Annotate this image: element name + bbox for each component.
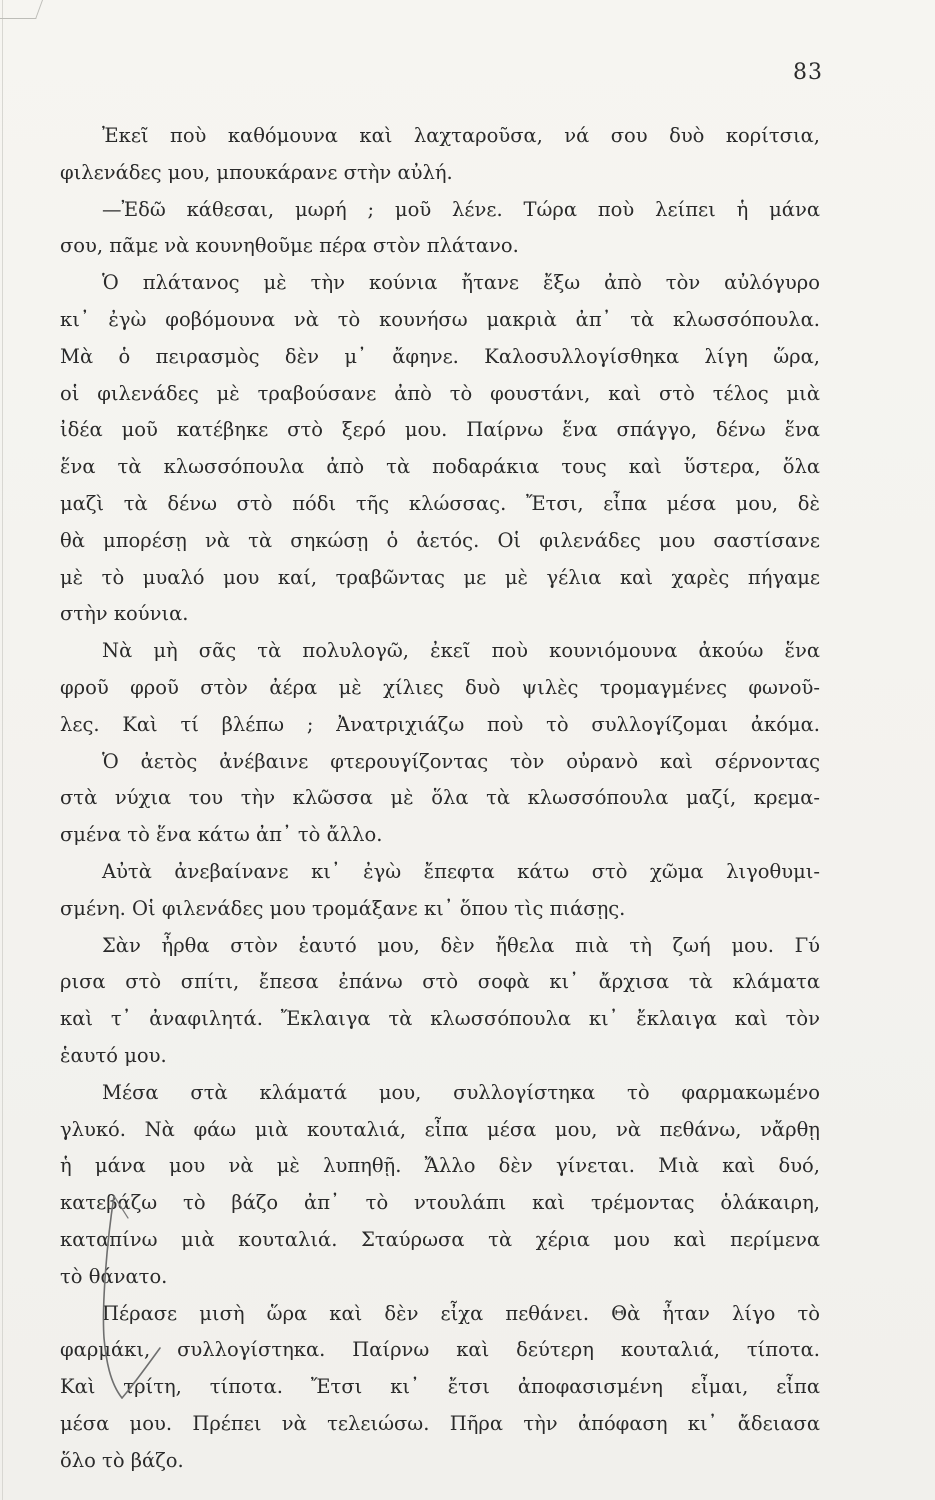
text-line: ἑαυτό μου.: [60, 1043, 167, 1067]
text-line: μέσα μου. Πρέπει νὰ τελειώσω. Πῆρα τὴν ἀπόφαση κι᾿ ἄδειασα: [60, 1411, 820, 1435]
text-line: Αὐτὰ ἀνεβαίνανε κι᾿ ἐγὼ ἔπεφτα κάτω στὸ χῶμα λιγοθυμι-: [102, 859, 820, 883]
text-line: Νὰ μὴ σᾶς τὰ πολυλογῶ, ἐκεῖ ποὺ κουνιόμουνα ἀκούω ἕνα: [102, 639, 820, 663]
text-line: σου, πᾶμε νὰ κουνηθοῦμε πέρα στὸν πλάτανο.: [60, 234, 519, 258]
corner-fold-mark: [0, 0, 43, 19]
text-line: φαρμάκι, συλλογίστηκα. Παίρνω καὶ δεύτερη κουταλιά, τίποτα.: [60, 1338, 820, 1362]
text-line: κι᾿ ἐγὼ φοβόμουνα νὰ τὸ κουνήσω μακριὰ ἀπ᾿ τὰ κλωσσόπουλα.: [60, 307, 820, 331]
text-line: Καὶ τρίτη, τίποτα. Ἔτσι κι᾿ ἔτσι ἀποφασισμένη εἶμαι, εἶπα: [60, 1375, 820, 1399]
page-number: 83: [793, 60, 823, 85]
text-line: ρισα στὸ σπίτι, ἔπεσα ἐπάνω στὸ σοφὰ κι᾿ ἄρχισα τὰ κλάματα: [60, 970, 820, 994]
text-line: —Ἐδῶ κάθεσαι, μωρή ; μοῦ λένε. Τώρα ποὺ λείπει ἡ μάνα: [102, 197, 820, 221]
text-line: σμένη. Οἱ φιλενάδες μου τρομάξανε κι᾿ ὅπου τὶς πιάσῃς.: [60, 896, 626, 920]
text-line: κατεβάζω τὸ βάζο ἀπ᾿ τὸ ντουλάπι καὶ τρέμοντας ὁλάκαιρη,: [60, 1191, 820, 1215]
text-line: στὰ νύχια του τὴν κλῶσσα μὲ ὅλα τὰ κλωσσόπουλα μαζί, κρεμα-: [60, 786, 820, 810]
text-line: ὅλο τὸ βάζο.: [60, 1448, 184, 1472]
text-line: Ὁ πλάτανος μὲ τὴν κούνια ἤτανε ἔξω ἀπὸ τὸν αὐλόγυρο: [102, 271, 820, 295]
text-line: Ἐκεῖ ποὺ καθόμουνα καὶ λαχταροῦσα, νά σου δυὸ κορίτσια,: [102, 124, 820, 147]
text-line: σμένα τὸ ἕνα κάτω ἀπ᾿ τὸ ἄλλο.: [60, 823, 383, 847]
text-line: φροῦ φροῦ στὸν ἀέρα μὲ χίλιες δυὸ ψιλὲς τρομαγμένες φωνοῦ-: [60, 675, 820, 699]
text-line: ἕνα τὰ κλωσσόπουλα ἀπὸ τὰ ποδαράκια τους καὶ ὕστερα, ὅλα: [60, 455, 820, 479]
text-line: Μέσα στὰ κλάματά μου, συλλογίστηκα τὸ φαρμακωμένο: [102, 1080, 820, 1104]
text-line: καὶ τ᾿ ἀναφιλητά. Ἔκλαιγα τὰ κλωσσόπουλα κι᾿ ἔκλαιγα καὶ τὸν: [60, 1007, 820, 1031]
text-line: Πέρασε μισὴ ὥρα καὶ δὲν εἶχα πεθάνει. Θὰ ἦταν λίγο τὸ: [102, 1301, 820, 1325]
text-line: ἡ μάνα μου νὰ μὲ λυπηθῇ. Ἄλλο δὲν γίνεται. Μιὰ καὶ δυό,: [60, 1154, 820, 1178]
text-line: στὴν κούνια.: [60, 602, 189, 626]
text-line: γλυκό. Νὰ φάω μιὰ κουταλιά, εἶπα μέσα μου, νὰ πεθάνω, νἄρθῃ: [60, 1117, 820, 1141]
text-line: λες. Καὶ τί βλέπω ; Ἀνατριχιάζω ποὺ τὸ συλλογίζομαι ἀκόμα.: [60, 712, 820, 736]
pencil-check-mark-icon: [92, 1188, 182, 1418]
text-line: Σὰν ἦρθα στὸν ἑαυτό μου, δὲν ἤθελα πιὰ τὴ ζωή μου. Γύ: [102, 933, 820, 957]
text-line: μὲ τὸ μυαλό μου καί, τραβῶντας με μὲ γέλια καὶ χαρὲς πήγαμε: [60, 565, 820, 589]
text-line: Ὁ ἀετὸς ἀνέβαινε φτερουγίζοντας τὸν οὐρανὸ καὶ σέρνοντας: [102, 749, 820, 773]
text-line: τὸ θάνατο.: [60, 1264, 168, 1288]
text-line: οἱ φιλενάδες μὲ τραβούσανε ἀπὸ τὸ φουστάνι, καὶ στὸ τέλος μιὰ: [60, 381, 820, 405]
text-line: ἰδέα μοῦ κατέβηκε στὸ ξερό μου. Παίρνω ἕνα σπάγγο, δένω ἕνα: [60, 418, 820, 442]
text-line: μαζὶ τὰ δένω στὸ πόδι τῆς κλώσσας. Ἔτσι, εἶπα μέσα μου, δὲ: [60, 491, 820, 515]
text-line: θὰ μπορέσῃ νὰ τὰ σηκώσῃ ὁ ἀετός. Οἱ φιλενάδες μου σαστίσανε: [60, 528, 820, 552]
text-line: Μὰ ὁ πειρασμὸς δὲν μ᾿ ἄφηνε. Καλοσυλλογίσθηκα λίγη ὥρα,: [60, 344, 820, 368]
page-edge-line: [2, 0, 3, 1500]
text-line: φιλενάδες μου, μπουκάρανε στὴν αὐλή.: [60, 160, 453, 184]
text-line: καταπίνω μιὰ κουταλιά. Σταύρωσα τὰ χέρια μου καὶ περίμενα: [60, 1227, 820, 1251]
